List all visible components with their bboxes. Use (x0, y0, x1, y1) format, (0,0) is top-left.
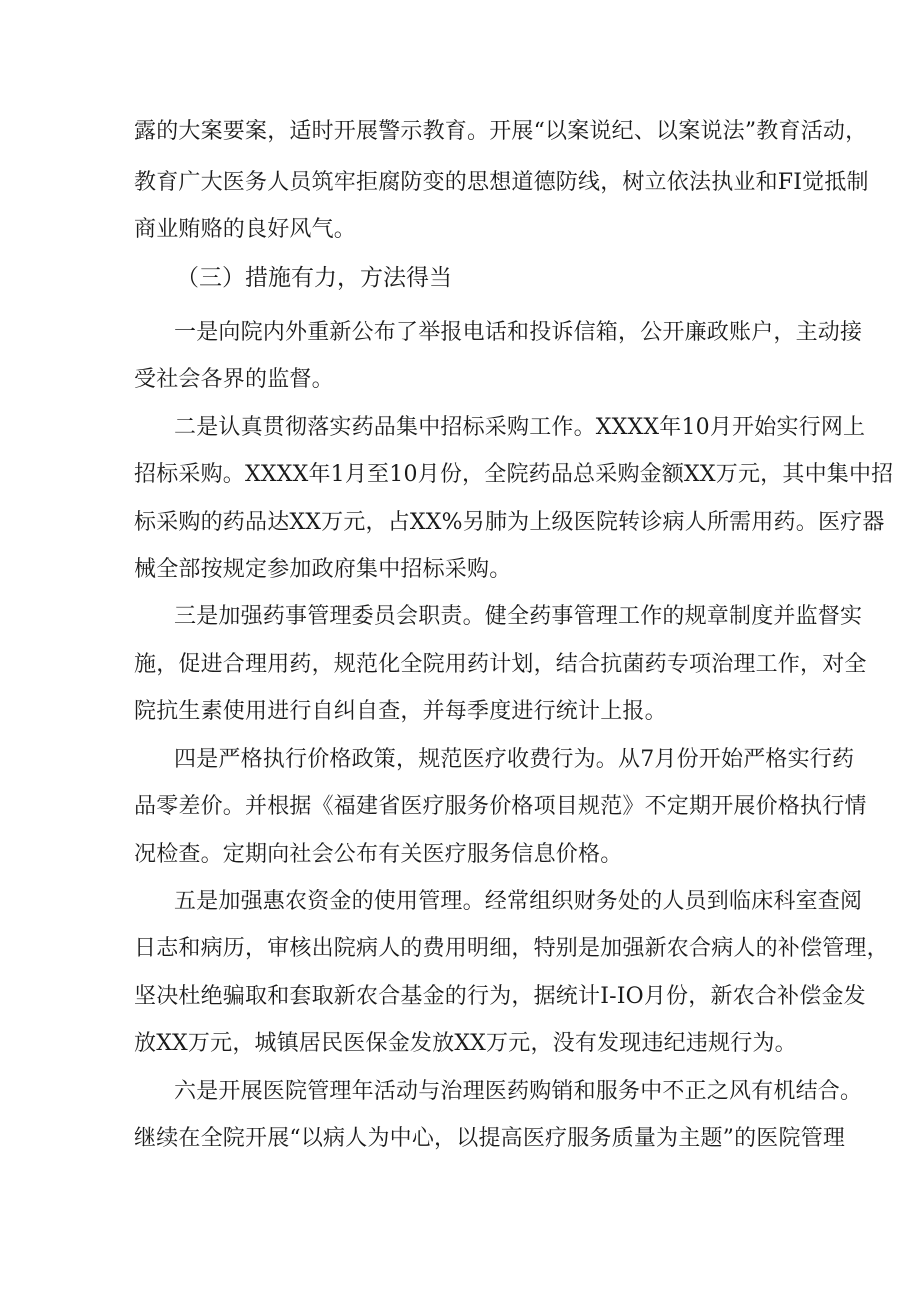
text-line: 招标采购。XXXX年1月至10月份，全院药品总采购金额XX万元，其中集中招 (134, 462, 894, 487)
text-line: 放XX万元，城镇居民医保金发放XX万元，没有发现违纪违规行为。 (134, 1031, 797, 1056)
text-line: 六是开展医院管理年活动与治理医药购销和服务中不正之风有机结合。 (174, 1079, 863, 1104)
text-line: 商业贿赂的良好风气。 (134, 217, 357, 242)
section-heading: （三）措施有力，方法得当 (176, 265, 452, 291)
text-line: 继续在全院开展“以病人为中心，以提高医疗服务质量为主题”的医院管理 (134, 1126, 846, 1151)
text-line: 标采购的药品达XX万元，占XX%另肺为上级医院转诊病人所需用药。医疗器 (134, 510, 885, 535)
text-line: 日志和病历，审核出院病人的费用明细，特别是加强新农合病人的补偿管理， (134, 936, 889, 961)
text-line: 况检查。定期向社会公布有关医疗服务信息价格。 (134, 842, 623, 867)
text-line: 院抗生素使用进行自纠自查，并每季度进行统计上报。 (134, 699, 667, 724)
text-line: 一是向院内外重新公布了举报电话和投诉信箱，公开廉政账户，主动接 (174, 320, 863, 345)
text-line: 四是严格执行价格政策，规范医疗收费行为。从7月份开始严格实行药 (174, 747, 855, 772)
text-line: 受社会各界的监督。 (134, 367, 334, 392)
text-line: 坚决杜绝骗取和套取新农合基金的行为，据统计I-IO月份，新农合补偿金发 (134, 984, 866, 1009)
text-line: 械全部按规定参加政府集中招标采购。 (134, 557, 512, 582)
text-line: 五是加强惠农资金的使用管理。经常组织财务处的人员到临床科室查阅 (174, 889, 863, 914)
text-line: 三是加强药事管理委员会职责。健全药事管理工作的规章制度并监督实 (174, 604, 863, 629)
text-line: 施，促进合理用药，规范化全院用药计划，结合抗菌药专项治理工作，对全 (134, 652, 867, 677)
text-line: 露的大案要案，适时开展警示教育。开展“以案说纪、以案说法”教育活动， (134, 119, 868, 144)
text-line: 品零差价。并根据《福建省医疗服务价格项目规范》不定期开展价格执行情 (134, 794, 867, 819)
text-line: 教育广大医务人员筑牢拒腐防变的思想道德防线，树立依法执业和FI觉抵制 (134, 170, 869, 195)
text-line: 二是认真贯彻落实药品集中招标采购工作。XXXX年10月开始实行网上 (174, 415, 866, 440)
